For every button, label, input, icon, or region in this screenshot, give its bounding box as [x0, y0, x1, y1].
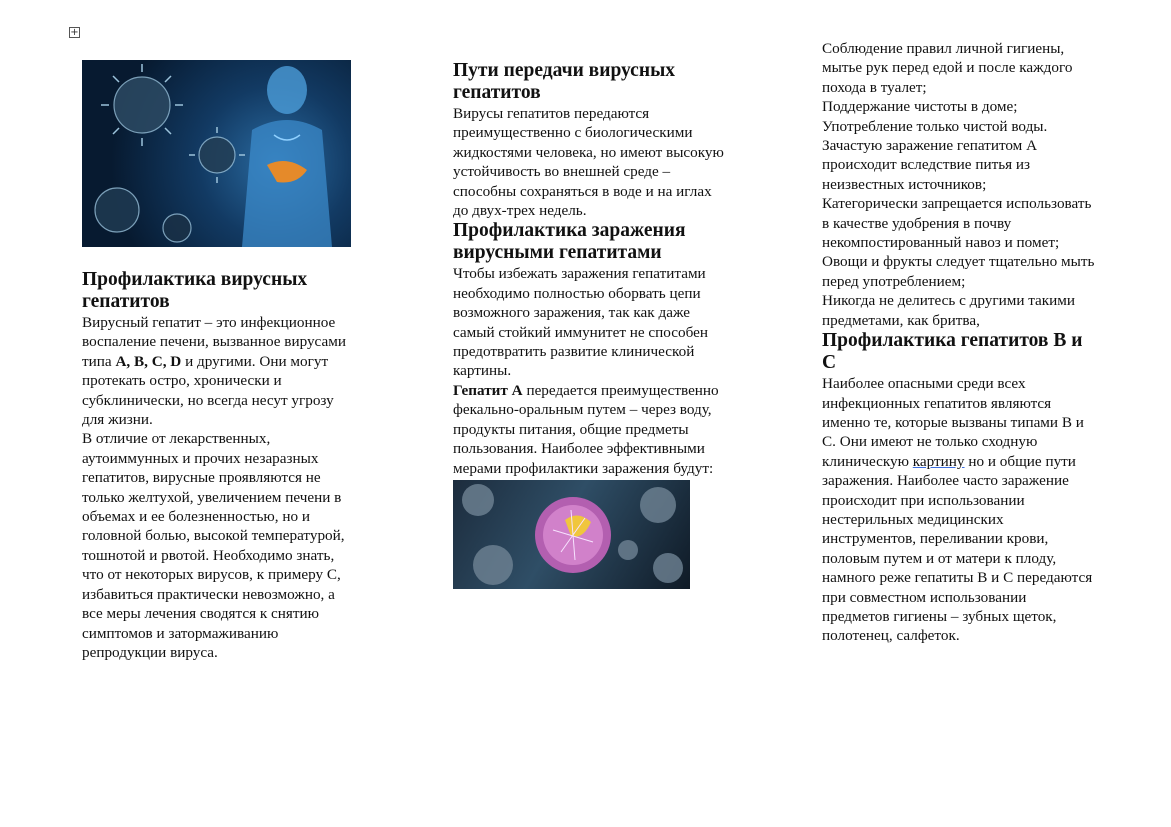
heading-prevention-b-c: Профилактика гепатитов В и С [822, 330, 1083, 374]
hepatitis-a-paragraph: Гепатит А передается преимущественно фекально-оральным путем – через воду, продукты питания, общие предметы пользования. Наиболее эффективными мерами профилактики заражения будут: [453, 381, 719, 477]
spellcheck-underlined-word: картину [912, 452, 965, 470]
column-1 [82, 60, 357, 662]
list-item: Соблюдение правил личной гигиены, мытье рук перед едой и после каждого похода в туалет; [822, 40, 1073, 96]
heading-transmission: Пути передачи вирусных гепатитов [453, 60, 676, 103]
hepatitis-b-c-paragraph: Наиболее опасными среди всех инфекционных гепатитов являются именно те, которые вызваны типами В и С. Они имеют не только сходную клиническую картину но и общие пути заражения. Наиболее часто заражение происходит при использовании нестерильных медицинских инструментов, переливании крови, половым путем и от матери к плоду, намного реже гепатиты В и С передаются при совместном использовании предметов гигиены – зубных щеток, полотенец, салфеток. [822, 375, 1093, 645]
symptoms-paragraph: В отличие от лекарственных, аутоиммунных и прочих незаразных гепатитов, вирусные проявляются не только желтухой, увеличением печени в объемах и ее болезненностью, но и головной болью, высокой температурой, тошнотой и рвотой. Необходимо знать, что от некоторых вирусов, к примеру С, избавиться практически невозможно, а все меры лечения сводятся к снятию симптомов и затормаживанию репродукции вируса. [82, 430, 345, 661]
list-item: Овощи и фрукты следует тщательно мыть перед употреблением; [822, 253, 1095, 290]
list-item: Поддержание чистоты в доме; [822, 98, 1018, 116]
heading-infection-prevention: Профилактика заражения вирусными гепатитами [453, 220, 686, 264]
list-item: Категорически запрещается использовать в качестве удобрения в почву некомпостированный навоз и помет; [822, 195, 1092, 252]
heading-prevention-viral-hepatitis: Профилактика вирусных гепатитов [82, 269, 308, 312]
list-item: Никогда не делитесь с другими такими предметами, как бритва, [822, 292, 1076, 329]
prevention-paragraph: Чтобы избежать заражения гепатитами необходимо полностью оборвать цепи возможного заражения, так как даже самый стойкий иммунитет не способен предотвратить развитие клинической картины. [453, 265, 708, 380]
column-2 [453, 60, 728, 589]
transmission-paragraph: Вирусы гепатитов передаются преимущественно с биологическими жидкостями человека, но имеют высокую устойчивость во внешней среде – способны сохраняться в воде и на иглах до двух-трех недель. [453, 105, 724, 220]
column-3 [822, 39, 1097, 646]
virus-liver-image [82, 60, 351, 247]
list-item: Употребление только чистой воды. Зачастую заражение гепатитом А происходит вследствие питья из неизвестных источников; [822, 117, 1048, 193]
virus-microscopy-image [453, 480, 690, 589]
table-move-handle[interactable]: + [70, 27, 79, 38]
intro-paragraph: Вирусный гепатит – это инфекционное воспаление печени, вызванное вирусами типа A, B, C, D и другими. Они могут протекать остро, хронически и субклинически, но всегда несут угрозу для жизни. [82, 314, 346, 429]
